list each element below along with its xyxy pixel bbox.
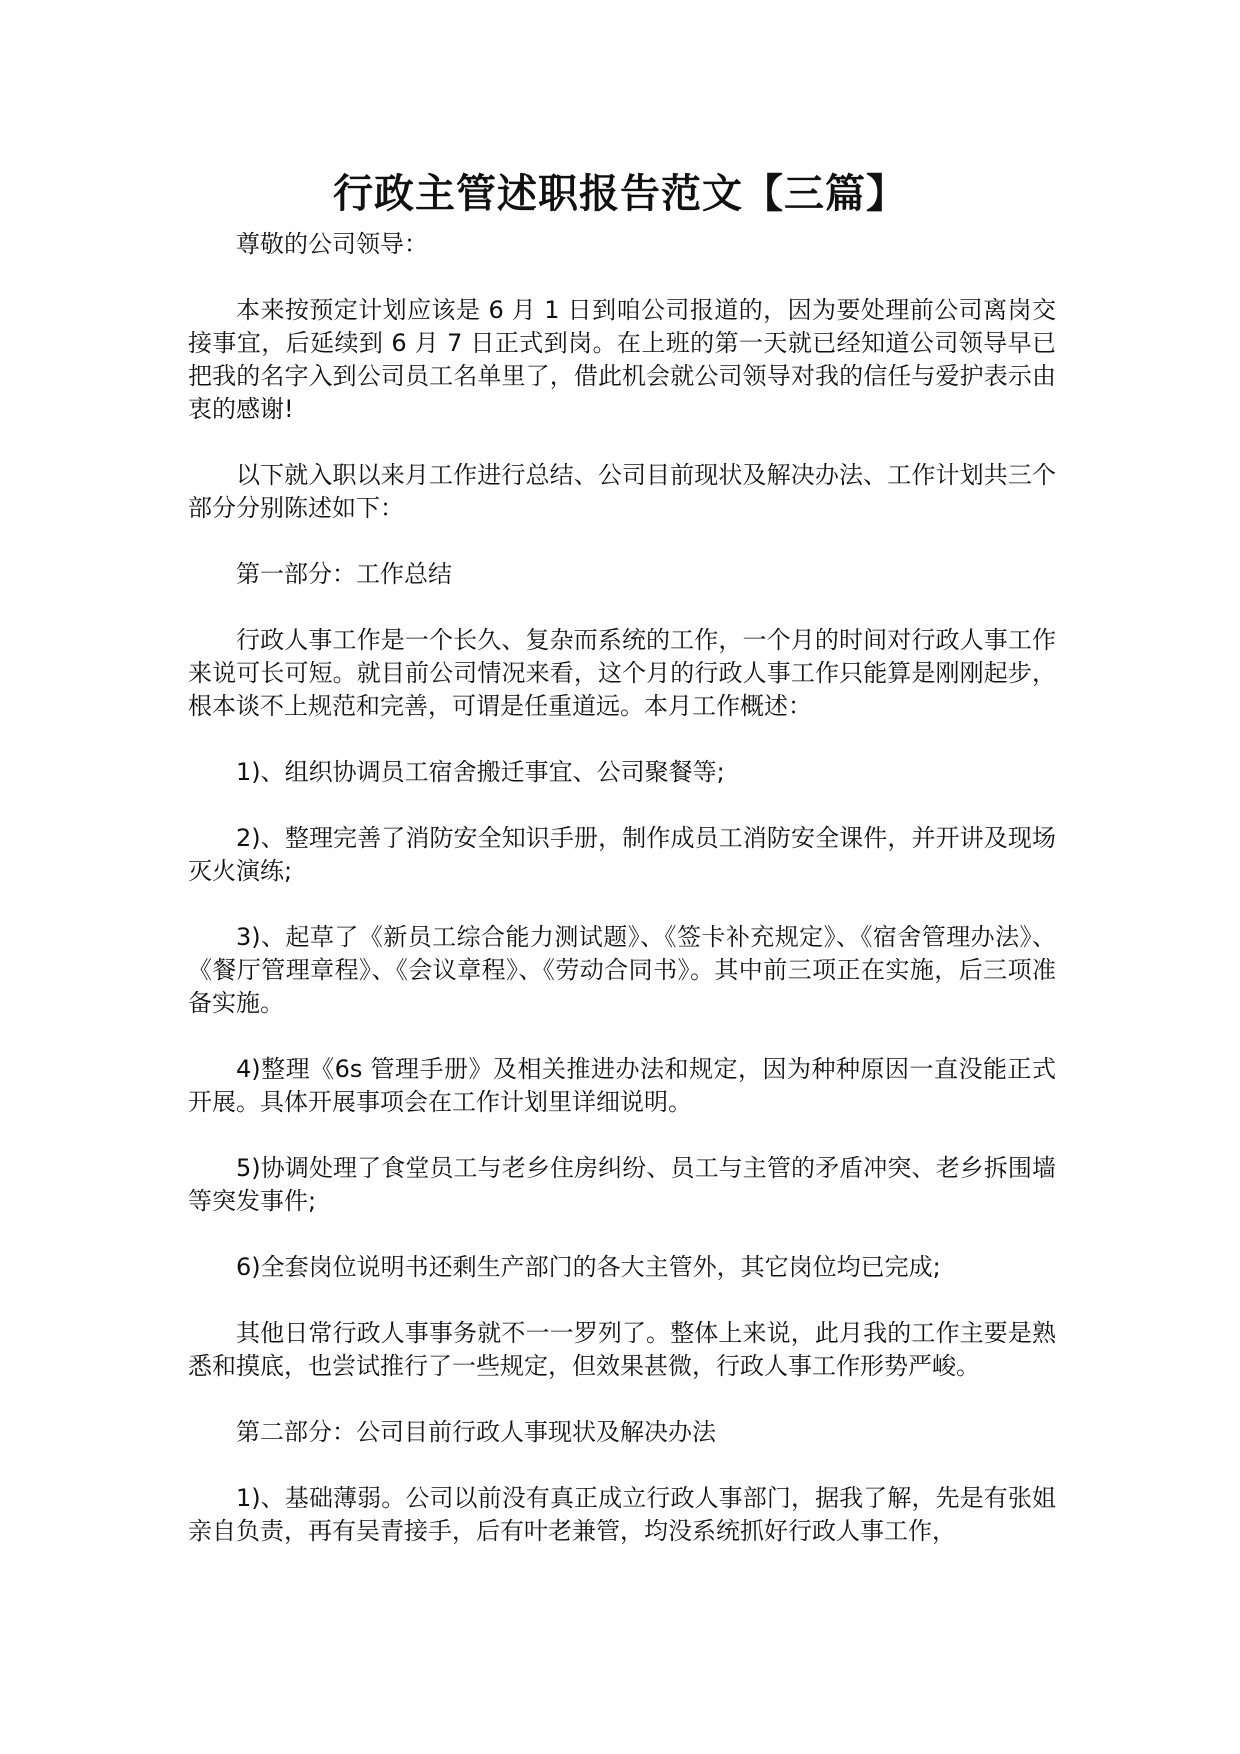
section-heading-part-one: 第一部分：工作总结 <box>236 560 452 588</box>
document-title: 行政主管述职报告范文【三篇】 <box>333 171 907 217</box>
section-heading-part-two: 第二部分：公司目前行政人事现状及解决办法 <box>236 1418 716 1446</box>
summary-closing-paragraph: 其他日常行政人事事务就不一一罗列了。整体上来说，此月我的工作主要是熟悉和摸底，也尝试推行了一些规定，但效果甚微，行政人事工作形势严峻。 <box>188 1319 1056 1380</box>
work-item-2: 2)、整理完善了消防安全知识手册，制作成员工消防安全课件，并开讲及现场灭火演练; <box>188 824 1056 885</box>
work-item-1: 1)、组织协调员工宿舍搬迁事宜、公司聚餐等; <box>236 758 725 786</box>
salutation-paragraph: 尊敬的公司领导： <box>236 230 428 258</box>
status-item-1: 1)、基础薄弱。公司以前没有真正成立行政人事部门，据我了解，先是有张姐亲自负责，再有吴青接手，后有叶老兼管，均没系统抓好行政人事工作， <box>188 1484 1056 1545</box>
work-item-4: 4)整理《6s 管理手册》及相关推进办法和规定，因为种种原因一直没能正式开展。具体开展事项会在工作计划里详细说明。 <box>188 1055 1056 1116</box>
intro-paragraph: 本来按预定计划应该是 6 月 1 日到咱公司报道的，因为要处理前公司离岗交接事宜，后延续到 6 月 7 日正式到岗。在上班的第一天就已经知道公司领导早已把我的名字入到公司员工名单里了，借此机会就公司领导对我的信任与爱护表示由衷的感谢! <box>188 296 1056 423</box>
work-item-6: 6)全套岗位说明书还剩生产部门的各大主管外，其它岗位均已完成; <box>236 1253 941 1281</box>
work-item-3: 3)、起草了《新员工综合能力测试题》、《签卡补充规定》、《宿舍管理办法》、《餐厅管理章程》、《会议章程》、《劳动合同书》。其中前三项正在实施，后三项准备实施。 <box>188 923 1056 1017</box>
work-summary-paragraph: 行政人事工作是一个长久、复杂而系统的工作，一个月的时间对行政人事工作来说可长可短。就目前公司情况来看，这个月的行政人事工作只能算是刚刚起步，根本谈不上规范和完善，可谓是任重道远。本月工作概述： <box>188 626 1056 720</box>
work-item-5: 5)协调处理了食堂员工与老乡住房纠纷、员工与主管的矛盾冲突、老乡拆围墙等突发事件; <box>188 1154 1056 1215</box>
document-body <box>188 228 1056 1581</box>
overview-paragraph: 以下就入职以来月工作进行总结、公司目前现状及解决办法、工作计划共三个部分分别陈述如下： <box>188 461 1056 522</box>
